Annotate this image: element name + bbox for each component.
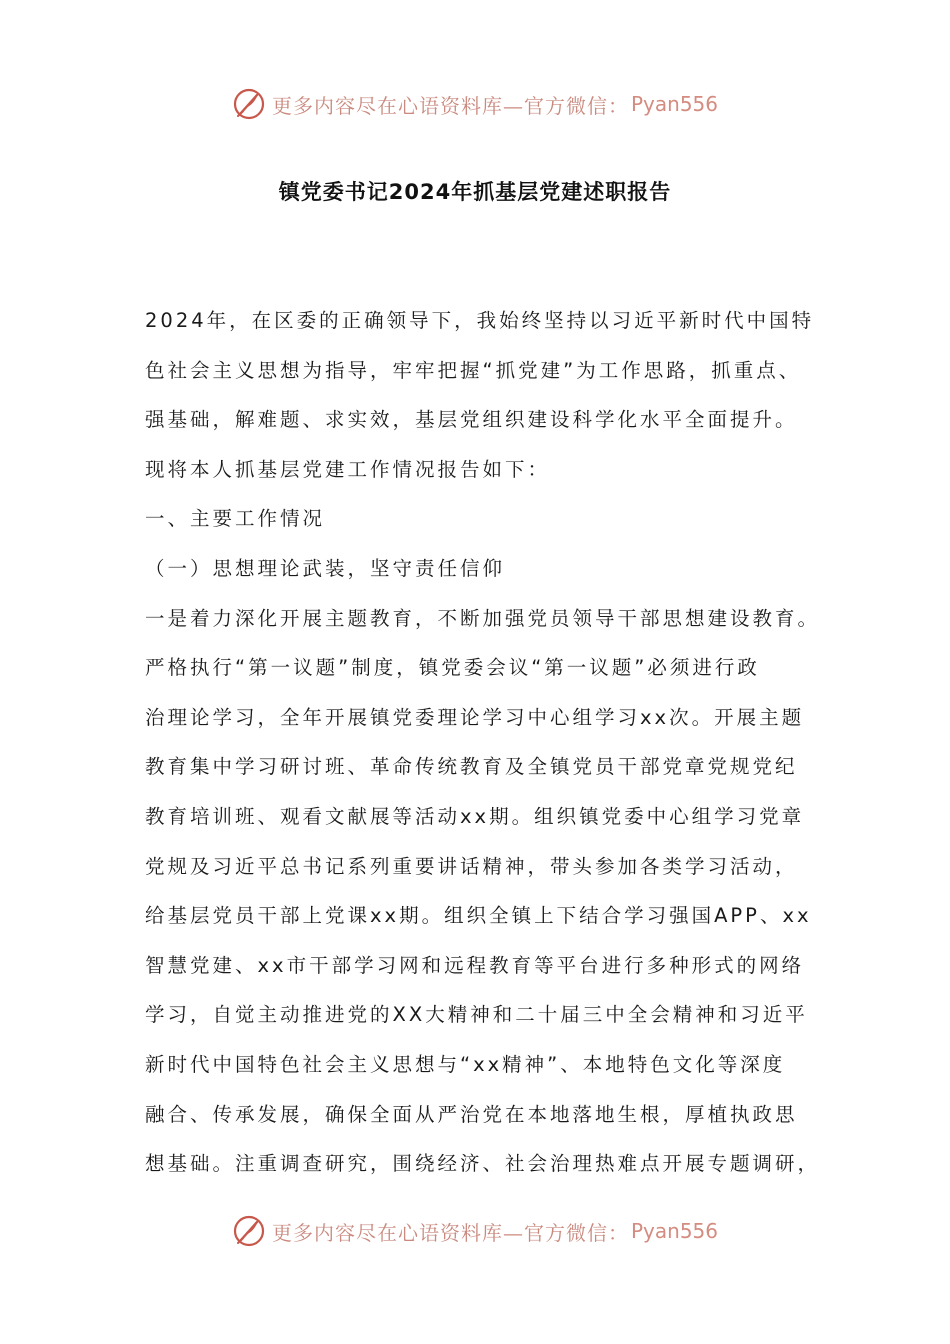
body-line: 想基础。注重调查研究，围绕经济、社会治理热难点开展专题调研， <box>145 1152 821 1176</box>
body-line: 严格执行“第一议题”制度，镇党委会议“第一议题”必须进行政 <box>145 656 760 680</box>
body-line: 2024年，在区委的正确领导下，我始终坚持以习近平新时代中国特 <box>145 309 815 332</box>
body-line: 教育集中学习研讨班、革命传统教育及全镇党员干部党章党规党纪 <box>145 755 798 779</box>
body-line: 强基础，解难题、求实效，基层党组织建设科学化水平全面提升。 <box>145 408 798 432</box>
document-title: 镇党委书记2024年抓基层党建述职报告 <box>278 180 672 204</box>
watermark-header <box>0 84 950 124</box>
subsection-heading: （一）思想理论武装，坚守责任信仰 <box>145 556 506 580</box>
quill-pen-logo-icon <box>232 87 266 121</box>
quill-pen-logo-icon <box>232 1214 266 1248</box>
watermark-text: 更多内容尽在心语资料库—官方微信： <box>271 1220 629 1245</box>
body-line: 色社会主义思想为指导，牢牢把握“抓党建”为工作思路，抓重点、 <box>145 358 802 382</box>
body-line: 一是着力深化开展主题教育，不断加强党员领导干部思想建设教育。 <box>145 606 821 630</box>
watermark-wechat-id: Pyan556 <box>630 92 718 116</box>
body-line: 现将本人抓基层党建工作情况报告如下： <box>145 457 551 481</box>
body-line: 新时代中国特色社会主义思想与“xx精神”、本地特色文化等深度 <box>145 1052 786 1076</box>
body-line: 治理论学习，全年开展镇党委理论学习中心组学习xx次。开展主题 <box>145 705 805 729</box>
body-line: 融合、传承发展，确保全面从严治党在本地落地生根，厚植执政思 <box>145 1102 798 1126</box>
watermark-wechat-id: Pyan556 <box>630 1219 718 1243</box>
body-line: 教育培训班、观看文献展等活动xx期。组织镇党委中心组学习党章 <box>145 804 805 828</box>
body-line: 智慧党建、xx市干部学习网和远程教育等平台进行多种形式的网络 <box>145 953 805 977</box>
body-line: 党规及习近平总书记系列重要讲话精神，带头参加各类学习活动， <box>145 854 798 878</box>
watermark-text: 更多内容尽在心语资料库—官方微信： <box>271 93 629 118</box>
document-body <box>145 296 845 1189</box>
section-heading: 一、主要工作情况 <box>145 507 326 531</box>
watermark-footer <box>0 1211 950 1251</box>
body-line: 给基层党员干部上党课xx期。组织全镇上下结合学习强国APP、xx <box>145 904 812 928</box>
body-line: 学习，自觉主动推进党的XX大精神和二十届三中全会精神和习近平 <box>145 1003 808 1027</box>
